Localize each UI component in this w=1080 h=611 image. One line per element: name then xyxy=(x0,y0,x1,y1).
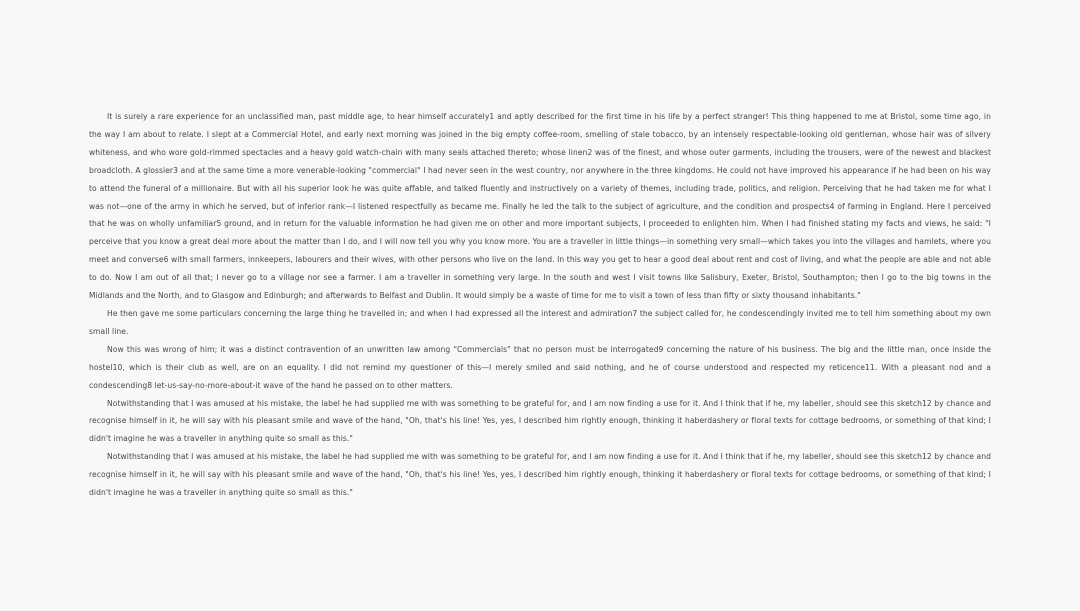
paragraph: He then gave me some particulars concerning the large thing he travelled in; and when I had expressed all the interest and admiration7 the subject called for, he condescendingly invited me to tell him something about my own small line. xyxy=(89,308,991,336)
paragraph: Notwithstanding that I was amused at his mistake, the label he had supplied me with was something to be grateful for, and I am now finding a use for it. And I think that if he, my labeller, should see this sketch12 by chance and recognise himself in it, he will say with his pleasant smile and wave of the hand, "Oh, that's his line! Yes, yes, I described him rightly enough, thinking it haberdashery or floral texts for cottage bedrooms, or something of that kind; I didn't imagine he was a traveller in anything quite so small as this." xyxy=(89,452,991,498)
paragraph: It is surely a rare experience for an unclassified man, past middle age, to hear himself accurately1 and aptly described for the first time in his life by a perfect stranger! This thing happened to me at Bristol, some time ago, in the way I am about to relate. I slept at a Commercial Hotel, and early next morning was joined in the big empty coffee-room, smelling of stale tobacco, by an intensely respectable-looking old gentleman, whose hair was of silvery whiteness, and who wore gold-rimmed spectacles and a heavy gold watch-chain with many seals attached thereto; whose linen2 was of the finest, and whose outer garments, including the trousers, were of the newest and blackest broadcloth. A glossier3 and at the same time a more venerable-looking "commercial" I had never seen in the west country, nor anywhere in the three kingdoms. He could not have improved his appearance if he had been on his way to attend the funeral of a millionaire. But with all his superior look he was quite affable, and talked fluently and instructively on a variety of themes, including trade, politics, and religion. Perceiving that he had taken me for what I was not—one of the army in which he served, but of inferior rank—I listened respectfully as became me. Finally he led the talk to the subject of agriculture, and the condition and prospects4 of farming in England. Here I perceived that he was on wholly unfamiliar5 ground, and in return for the valuable information he had given me on other and more important subjects, I proceeded to enlighten him. When I had finished stating my facts and views, he said: "I perceive that you know a great deal more about the matter than I do, and I will now tell you why you know more. You are a traveller in little things—in something very small—which takes you into the villages and hamlets, where you meet and converse6 with small farmers, innkeepers, labourers and their wives, with other persons who live on the land. In this way you get to hear a good deal about rent and cost of living, and what the people are able and not able to do. Now I am out of all that; I never go to a village nor see a farmer. I am a traveller in something very large. In the south and west I visit towns like Salisbury, Exeter, Bristol, Southampton; then I go to the big towns in the Midlands and the North, and to Glasgow and Edinburgh; and afterwards to Belfast and Dublin. It would simply be a waste of time for me to visit a town of less than fifty or sixty thousand inhabitants." xyxy=(89,112,991,301)
paragraph: Notwithstanding that I was amused at his mistake, the label he had supplied me with was something to be grateful for, and I am now finding a use for it. And I think that if he, my labeller, should see this sketch12 by chance and recognise himself in it, he will say with his pleasant smile and wave of the hand, "Oh, that's his line! Yes, yes, I described him rightly enough, thinking it haberdashery or floral texts for cottage bedrooms, or something of that kind; I didn't imagine he was a traveller in anything quite so small as this." xyxy=(89,398,991,444)
paragraph: Now this was wrong of him; it was a distinct contravention of an unwritten law among "Commercials" that no person must be interrogated9 concerning the nature of his business. The big and the little man, once inside the hostel10, which is their club as well, are on an equality. I did not remind my questioner of this—I merely smiled and said nothing, and he of course understood and respected my reticence11. With a pleasant nod and a condescending8 let-us-say-no-more-about-it wave of the hand he passed on to other matters. xyxy=(89,344,991,390)
document-body xyxy=(89,108,991,502)
